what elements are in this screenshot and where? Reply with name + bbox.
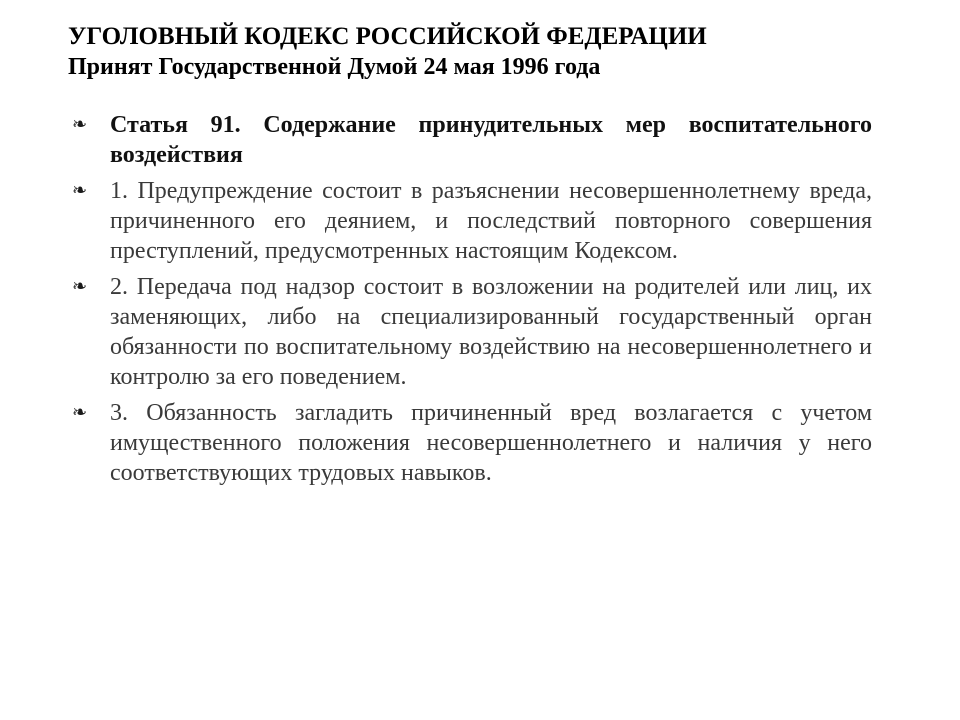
bullet-list	[72, 110, 872, 494]
floral-heart-bullet-icon: ❧	[72, 114, 88, 135]
floral-heart-bullet-icon: ❧	[72, 402, 88, 423]
title-block	[68, 22, 888, 82]
floral-heart-bullet-icon: ❧	[72, 180, 88, 201]
page-title: УГОЛОВНЫЙ КОДЕКС РОССИЙСКОЙ ФЕДЕРАЦИИ	[68, 23, 707, 50]
floral-heart-bullet-icon: ❧	[72, 276, 88, 297]
clause-text: 1. Предупреждение состоит в разъяснении несовершеннолетнему вреда, причиненного его деянием, и последствий повторного совершения преступлений, предусмотренных настоящим Кодексом.	[110, 178, 872, 264]
clause-text: 2. Передача под надзор состоит в возложении на родителей или лиц, их заменяющих, либо на специализированный государственный орган обязанности по воспитательному воздействию на несовершеннолетнего и контролю за его поведением.	[110, 274, 872, 390]
list-item	[72, 398, 872, 488]
clause-text: 3. Обязанность загладить причиненный вред возлагается с учетом имущественного положения несовершеннолетнего и наличия у него соответствующих трудовых навыков.	[110, 400, 872, 486]
list-item	[72, 110, 872, 170]
article-heading: Статья 91. Содержание принудительных мер воспитательного воздействия	[110, 112, 872, 168]
list-item	[72, 272, 872, 392]
list-item	[72, 176, 872, 266]
page-subtitle: Принят Государственной Думой 24 мая 1996 года	[68, 54, 601, 80]
